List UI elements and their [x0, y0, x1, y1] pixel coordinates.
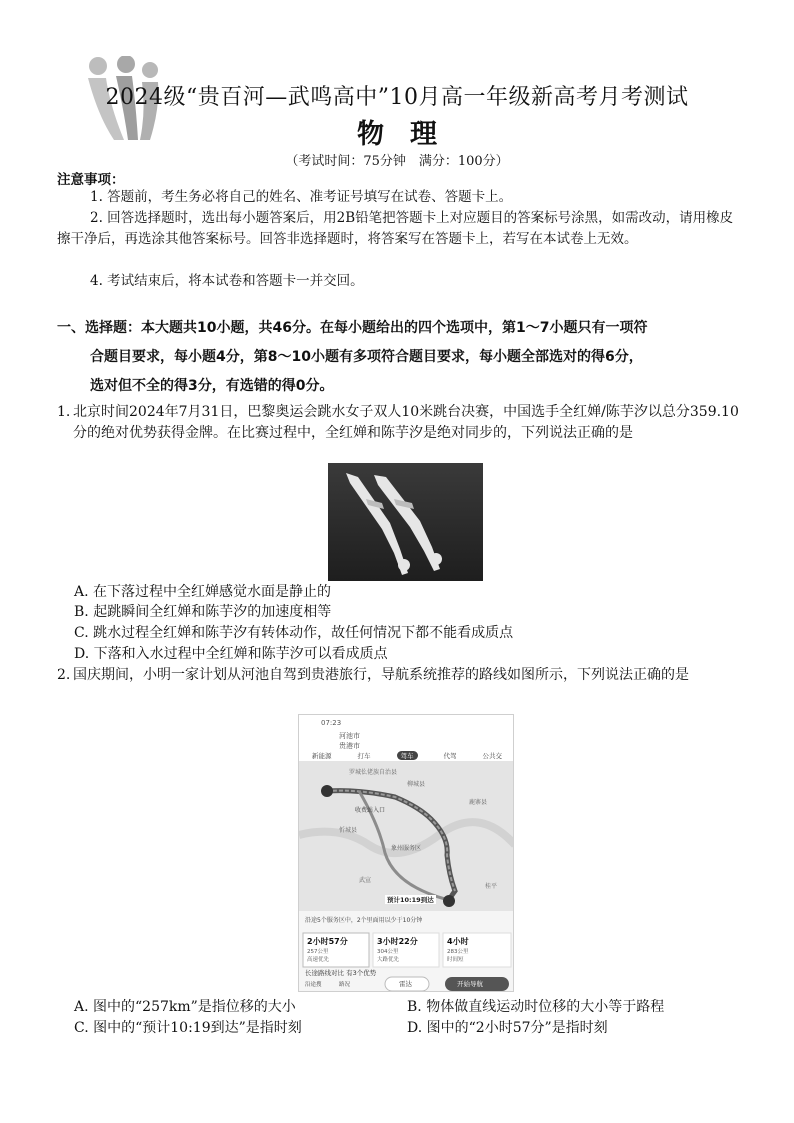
section-line: 选对但不全的得3分，有选错的得0分。 — [90, 378, 334, 394]
map-place: 鹿寨县 — [469, 799, 488, 806]
question-1 — [57, 402, 747, 444]
route-distance: 257公里 — [307, 949, 329, 955]
map-tab[interactable]: 打车 — [357, 752, 371, 760]
note-item: 4. 考试结束后，将本试卷和答题卡一并交回。 — [90, 273, 364, 289]
question-text: 国庆期间，小明一家计划从河池自驾到贵港旅行，导航系统推荐的路线如图所示，下列说法正确的是 — [73, 667, 689, 683]
option-b: B. 起跳瞬间全红婵和陈芋汐的加速度相等 — [74, 604, 332, 620]
map-from: 河池市 — [339, 732, 360, 740]
option-c: C. 跳水过程全红婵和陈芋汐有转体动作，故任何情况下都不能看成质点 — [74, 625, 514, 641]
navigation-map — [298, 714, 514, 992]
map-place: 罗城仫佬族自治县 — [349, 769, 398, 776]
route-option[interactable] — [307, 936, 348, 963]
route-option[interactable] — [447, 936, 469, 963]
question-text: 北京时间2024年7月31日，巴黎奥运会跳水女子双人10米跳台决赛，中国选手全红婵/陈芋汐以总分359.10分的绝对优势获得金牌。在比赛过程中，全红婵和陈芋汐是绝对同步的，下列说法正确的是 — [73, 404, 739, 441]
option-a: A. 图中的“257km”是指位移的大小 — [74, 999, 296, 1015]
map-place: 象州服务区 — [391, 845, 422, 852]
route-distance: 304公里 — [377, 949, 399, 955]
map-tab[interactable]: 新能源 — [312, 752, 332, 760]
map-bottom-item[interactable]: 沿途搜 — [305, 982, 322, 988]
option-d: D. 下落和入水过程中全红婵和陈芋汐可以看成质点 — [74, 646, 388, 662]
notes-heading: 注意事项： — [57, 172, 125, 188]
route-time: 3小时22分 — [377, 937, 418, 946]
option-d: D. 图中的“2小时57分”是指时刻 — [407, 1020, 608, 1036]
route-option[interactable] — [377, 936, 418, 963]
map-place: 忻城县 — [339, 827, 358, 834]
section-heading — [57, 314, 747, 401]
diving-photo — [328, 463, 483, 581]
map-place: 柳城县 — [407, 781, 426, 788]
question-number: 1. — [57, 404, 71, 420]
subject-title: 物理 — [357, 119, 463, 150]
map-tabs — [299, 751, 514, 760]
route-note: 大路优先 — [377, 957, 400, 963]
exam-info: （考试时间：75分钟 满分：100分） — [285, 154, 509, 169]
note-item: 2. 回答选择题时，选出每小题答案后，用2B铅笔把答题卡上对应题目的答案标号涂黑，如需改动，请用橡皮擦干净后，再选涂其他答案标号。回答非选择题时，将答案写在答题卡上，若写在本试卷上无效。 — [57, 210, 734, 247]
map-tab[interactable]: 公共交 — [482, 752, 502, 760]
route-compare: 长途路线对比 有3个优势 — [305, 969, 377, 977]
route-time: 2小时57分 — [307, 937, 348, 946]
map-notice: 沿途5个服务区中，2个里面用以少于10分钟 — [305, 917, 423, 924]
note-item: 1. 答题前，考生务必将自己的姓名、准考证号填写在试卷、答题卡上。 — [90, 189, 513, 205]
question-number: 2. — [57, 667, 71, 683]
map-tab[interactable]: 驾车 — [397, 751, 418, 760]
radar-button[interactable]: 雷达 — [399, 980, 412, 988]
option-c: C. 图中的“预计10:19到达”是指时刻 — [74, 1020, 302, 1036]
map-place: 武宣 — [359, 877, 372, 884]
route-time: 4小时 — [447, 937, 469, 946]
map-bottom-item[interactable]: 路况 — [339, 982, 351, 988]
option-a: A. 在下落过程中全红婵感觉水面是静止的 — [74, 584, 332, 600]
map-to: 贵港市 — [339, 742, 360, 750]
route-distance: 283公里 — [447, 949, 469, 955]
route-note: 时间短 — [447, 957, 464, 963]
section-line: 一、选择题：本大题共10小题，共46分。在每小题给出的四个选项中，第1～7小题只有一项符 — [57, 320, 648, 336]
option-b: B. 物体做直线运动时位移的大小等于路程 — [407, 999, 665, 1015]
question-2 — [57, 665, 747, 686]
route-note: 高速优先 — [307, 957, 330, 963]
start-navigation-button[interactable]: 开始导航 — [457, 980, 483, 988]
map-eta: 预计10:19到达 — [387, 896, 434, 904]
exam-title: 2024级“贵百河—武鸣高中”10月高一年级新高考月考测试 — [105, 85, 689, 110]
map-tab[interactable]: 代驾 — [443, 752, 457, 760]
map-place: 桂平 — [485, 883, 498, 890]
map-status-time: 07:23 — [321, 719, 342, 727]
map-toll: 收费站入口 — [355, 807, 386, 814]
section-line: 合题目要求，每小题4分，第8～10小题有多项符合题目要求，每小题全部选对的得6分， — [90, 349, 643, 365]
